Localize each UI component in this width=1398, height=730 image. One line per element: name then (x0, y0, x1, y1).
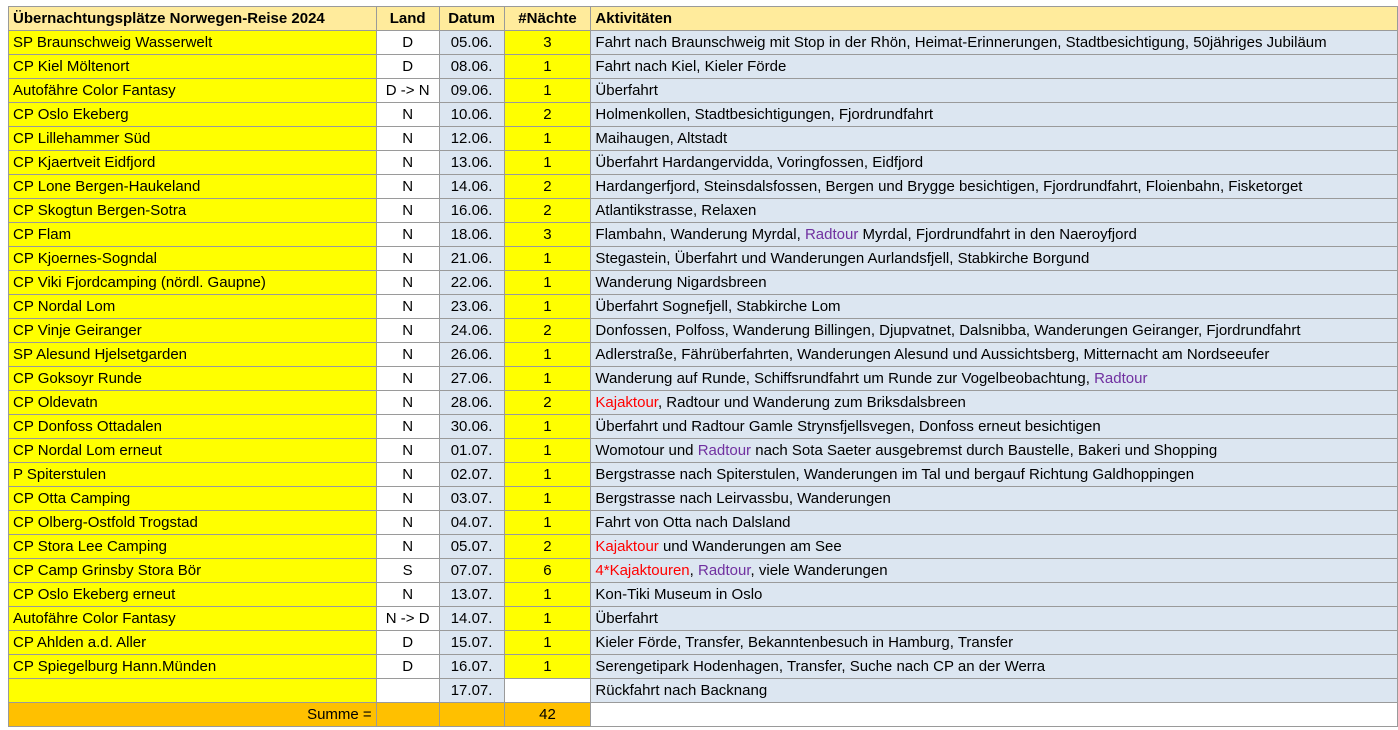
cell-nights[interactable]: 1 (504, 127, 591, 151)
activity-text: und Wanderungen am See (658, 537, 842, 555)
cell-land[interactable]: N (376, 415, 439, 439)
activity-text: Donfossen, Polfoss, Wanderung Billingen, Djupvatnet, Dalsnibba, Wanderungen Geiranger, Fjordrundfahrt (595, 321, 1301, 339)
cell-nights[interactable]: 1 (504, 415, 591, 439)
cell-place[interactable]: SP Alesund Hjelsetgarden (9, 343, 377, 367)
cell-date[interactable]: 15.07. (439, 631, 504, 655)
cell-date[interactable]: 12.06. (439, 127, 504, 151)
cell-place[interactable]: CP Nordal Lom (9, 295, 377, 319)
cell-activities[interactable] (591, 607, 1398, 631)
cell-place[interactable] (9, 679, 377, 703)
cell-activities[interactable] (591, 583, 1398, 607)
cell-date[interactable]: 28.06. (439, 391, 504, 415)
cell-nights[interactable]: 1 (504, 295, 591, 319)
cell-activities[interactable] (591, 439, 1398, 463)
highlighted-activity: Radtour (697, 441, 752, 459)
cell-land[interactable]: N (376, 439, 439, 463)
cell-nights[interactable]: 1 (504, 463, 591, 487)
table-body (9, 31, 1398, 703)
cell-date[interactable]: 26.06. (439, 343, 504, 367)
activity-text: Adlerstraße, Fährüberfahrten, Wanderungen Alesund und Aussichtsberg, Mitternacht am Nordseeufer (595, 345, 1270, 363)
summary-cell-land[interactable] (376, 703, 439, 727)
table-row (9, 103, 1398, 127)
cell-activities[interactable] (591, 295, 1398, 319)
activity-text: Kieler Förde, Transfer, Bekanntenbesuch in Hamburg, Transfer (595, 633, 1014, 651)
cell-date[interactable]: 05.07. (439, 535, 504, 559)
table-row (9, 463, 1398, 487)
cell-place[interactable]: Autofähre Color Fantasy (9, 607, 377, 631)
table-row (9, 367, 1398, 391)
highlighted-activity: Kajaktour (595, 537, 659, 555)
cell-date[interactable]: 07.07. (439, 559, 504, 583)
cell-place[interactable]: CP Camp Grinsby Stora Bör (9, 559, 377, 583)
header-place[interactable]: Übernachtungsplätze Norwegen-Reise 2024 (9, 7, 377, 31)
cell-nights[interactable]: 1 (504, 487, 591, 511)
cell-place[interactable]: CP Donfoss Ottadalen (9, 415, 377, 439)
cell-activities[interactable] (591, 271, 1398, 295)
highlighted-activity: Kajaktour (595, 393, 658, 411)
table-row (9, 199, 1398, 223)
cell-nights[interactable]: 2 (504, 175, 591, 199)
cell-date[interactable]: 21.06. (439, 247, 504, 271)
cell-place[interactable]: P Spiterstulen (9, 463, 377, 487)
activity-text: Überfahrt und Radtour Gamle Strynsfjellsvegen, Donfoss erneut besichtigen (595, 417, 1101, 435)
cell-activities[interactable] (591, 199, 1398, 223)
activity-text: , viele Wanderungen (750, 561, 888, 579)
activity-text: Holmenkollen, Stadtbesichtigungen, Fjordrundfahrt (595, 105, 934, 123)
activity-text: , (689, 561, 698, 579)
cell-nights[interactable]: 1 (504, 631, 591, 655)
activity-text: Womotour und (595, 441, 698, 459)
cell-nights[interactable]: 2 (504, 199, 591, 223)
cell-place[interactable]: CP Otta Camping (9, 487, 377, 511)
highlighted-activity: Radtour (1094, 369, 1148, 387)
cell-activities[interactable] (591, 127, 1398, 151)
cell-place[interactable]: CP Stora Lee Camping (9, 535, 377, 559)
cell-place[interactable]: CP Kiel Möltenort (9, 55, 377, 79)
cell-nights[interactable]: 1 (504, 79, 591, 103)
activity-text: Maihaugen, Altstadt (595, 129, 728, 147)
cell-activities[interactable] (591, 391, 1398, 415)
cell-nights[interactable]: 1 (504, 655, 591, 679)
table-row (9, 511, 1398, 535)
cell-place[interactable]: CP Skogtun Bergen-Sotra (9, 199, 377, 223)
cell-activities[interactable] (591, 463, 1398, 487)
cell-nights[interactable]: 1 (504, 271, 591, 295)
cell-activities[interactable] (591, 367, 1398, 391)
cell-nights[interactable] (504, 679, 591, 703)
cell-date[interactable]: 05.06. (439, 31, 504, 55)
cell-place[interactable]: CP Spiegelburg Hann.Münden (9, 655, 377, 679)
cell-land[interactable] (376, 679, 439, 703)
cell-land[interactable]: N (376, 367, 439, 391)
cell-date[interactable]: 14.06. (439, 175, 504, 199)
cell-place[interactable]: CP Goksoyr Runde (9, 367, 377, 391)
cell-activities[interactable] (591, 655, 1398, 679)
cell-land[interactable]: N (376, 127, 439, 151)
cell-activities[interactable] (591, 511, 1398, 535)
table-row (9, 415, 1398, 439)
cell-date[interactable]: 10.06. (439, 103, 504, 127)
cell-place[interactable]: CP Oldevatn (9, 391, 377, 415)
table-row (9, 439, 1398, 463)
activity-text: Atlantikstrasse, Relaxen (595, 201, 757, 219)
cell-land[interactable]: N (376, 319, 439, 343)
highlighted-activity: Radtour (804, 225, 859, 243)
cell-date[interactable]: 13.06. (439, 151, 504, 175)
table-row (9, 151, 1398, 175)
cell-place[interactable]: CP Olberg-Ostfold Trogstad (9, 511, 377, 535)
table-row (9, 79, 1398, 103)
highlighted-activity: 4*Kajaktouren (595, 561, 690, 579)
cell-land[interactable]: N (376, 511, 439, 535)
table-row (9, 679, 1398, 703)
table-row (9, 487, 1398, 511)
cell-place[interactable]: CP Oslo Ekeberg erneut (9, 583, 377, 607)
cell-land[interactable]: D (376, 631, 439, 655)
cell-activities[interactable] (591, 151, 1398, 175)
cell-date[interactable]: 30.06. (439, 415, 504, 439)
table-row (9, 319, 1398, 343)
activity-text: Myrdal, Fjordrundfahrt in den Naeroyfjord (858, 225, 1137, 243)
cell-land[interactable]: N (376, 223, 439, 247)
cell-activities[interactable] (591, 415, 1398, 439)
summary-row (9, 703, 1398, 727)
cell-nights[interactable]: 1 (504, 511, 591, 535)
cell-land[interactable]: D (376, 655, 439, 679)
cell-land[interactable]: N (376, 463, 439, 487)
cell-date[interactable]: 01.07. (439, 439, 504, 463)
cell-land[interactable]: D -> N (376, 79, 439, 103)
cell-date[interactable]: 18.06. (439, 223, 504, 247)
cell-place[interactable]: CP Kjaertveit Eidfjord (9, 151, 377, 175)
header-activities[interactable]: Aktivitäten (591, 7, 1398, 31)
cell-place[interactable]: CP Oslo Ekeberg (9, 103, 377, 127)
table-row (9, 607, 1398, 631)
cell-activities[interactable] (591, 319, 1398, 343)
cell-land[interactable]: N (376, 583, 439, 607)
table-row (9, 631, 1398, 655)
cell-land[interactable]: S (376, 559, 439, 583)
cell-date[interactable]: 27.06. (439, 367, 504, 391)
highlighted-activity: Radtour (697, 561, 751, 579)
cell-activities[interactable] (591, 559, 1398, 583)
cell-nights[interactable]: 1 (504, 607, 591, 631)
activity-text: Überfahrt (595, 81, 658, 99)
cell-land[interactable]: N (376, 271, 439, 295)
table-row (9, 223, 1398, 247)
cell-activities[interactable] (591, 631, 1398, 655)
cell-nights[interactable]: 2 (504, 319, 591, 343)
cell-land[interactable]: N (376, 151, 439, 175)
cell-activities[interactable] (591, 535, 1398, 559)
cell-date[interactable]: 22.06. (439, 271, 504, 295)
cell-activities[interactable] (591, 79, 1398, 103)
cell-land[interactable]: N (376, 175, 439, 199)
cell-activities[interactable] (591, 223, 1398, 247)
cell-land[interactable]: N (376, 343, 439, 367)
activity-text: Bergstrasse nach Leirvassbu, Wanderungen (595, 489, 891, 507)
activity-text: Kon-Tiki Museum in Oslo (595, 585, 763, 603)
cell-date[interactable]: 04.07. (439, 511, 504, 535)
activity-text: Wanderung auf Runde, Schiffsrundfahrt um Runde zur Vogelbeobachtung, (595, 369, 1095, 387)
activity-text: Wanderung Nigardsbreen (595, 273, 767, 291)
cell-place[interactable]: CP Viki Fjordcamping (nördl. Gaupne) (9, 271, 377, 295)
summary-label[interactable]: Summe = (9, 703, 377, 727)
cell-date[interactable]: 16.07. (439, 655, 504, 679)
cell-date[interactable]: 16.06. (439, 199, 504, 223)
cell-activities[interactable] (591, 55, 1398, 79)
table-row (9, 343, 1398, 367)
cell-land[interactable]: D (376, 31, 439, 55)
cell-nights[interactable]: 2 (504, 391, 591, 415)
cell-activities[interactable] (591, 175, 1398, 199)
table-row (9, 271, 1398, 295)
table-row (9, 175, 1398, 199)
activity-text: Flambahn, Wanderung Myrdal, (595, 225, 805, 243)
cell-nights[interactable]: 1 (504, 247, 591, 271)
cell-date[interactable]: 23.06. (439, 295, 504, 319)
cell-activities[interactable] (591, 343, 1398, 367)
cell-activities[interactable] (591, 247, 1398, 271)
cell-land[interactable]: N (376, 247, 439, 271)
cell-nights[interactable]: 2 (504, 535, 591, 559)
table-row (9, 127, 1398, 151)
header-date[interactable]: Datum (439, 7, 504, 31)
cell-place[interactable]: CP Lillehammer Süd (9, 127, 377, 151)
cell-nights[interactable]: 1 (504, 583, 591, 607)
cell-date[interactable]: 03.07. (439, 487, 504, 511)
cell-nights[interactable]: 1 (504, 343, 591, 367)
activity-text: Stegastein, Überfahrt und Wanderungen Aurlandsfjell, Stabkirche Borgund (595, 249, 1090, 267)
cell-place[interactable]: CP Kjoernes-Sogndal (9, 247, 377, 271)
table-row (9, 559, 1398, 583)
table-row (9, 655, 1398, 679)
table-row (9, 535, 1398, 559)
activity-text: Bergstrasse nach Spiterstulen, Wanderungen im Tal und bergauf Richtung Galdhoppingen (595, 465, 1195, 483)
cell-place[interactable]: CP Lone Bergen-Haukeland (9, 175, 377, 199)
table-row (9, 247, 1398, 271)
activity-text: Fahrt nach Braunschweig mit Stop in der Rhön, Heimat-Erinnerungen, Stadtbesichtigung, 50jähriges Jubiläum (595, 33, 1327, 51)
summary-cell-date[interactable] (439, 703, 504, 727)
cell-nights[interactable]: 1 (504, 439, 591, 463)
cell-date[interactable]: 24.06. (439, 319, 504, 343)
cell-date[interactable]: 02.07. (439, 463, 504, 487)
cell-place[interactable]: CP Vinje Geiranger (9, 319, 377, 343)
activity-text: Überfahrt Sognefjell, Stabkirche Lom (595, 297, 841, 315)
cell-nights[interactable]: 3 (504, 223, 591, 247)
table-row (9, 391, 1398, 415)
cell-place[interactable]: CP Flam (9, 223, 377, 247)
activity-text: , Radtour und Wanderung zum Briksdalsbreen (657, 393, 966, 411)
activity-text: Fahrt nach Kiel, Kieler Förde (595, 57, 787, 75)
table-row (9, 583, 1398, 607)
cell-land[interactable]: N -> D (376, 607, 439, 631)
activity-text: Überfahrt (595, 609, 658, 627)
activity-text: Fahrt von Otta nach Dalsland (595, 513, 791, 531)
activity-text: Serengetipark Hodenhagen, Transfer, Suche nach CP an der Werra (595, 657, 1046, 675)
cell-nights[interactable]: 1 (504, 151, 591, 175)
summary-total[interactable]: 42 (504, 703, 591, 727)
spreadsheet-table (8, 6, 1398, 727)
cell-nights[interactable]: 1 (504, 55, 591, 79)
cell-nights[interactable]: 6 (504, 559, 591, 583)
cell-date[interactable]: 17.07. (439, 679, 504, 703)
cell-date[interactable]: 09.06. (439, 79, 504, 103)
cell-activities[interactable] (591, 487, 1398, 511)
cell-land[interactable]: N (376, 487, 439, 511)
activity-text: Hardangerfjord, Steinsdalsfossen, Bergen und Brygge besichtigen, Fjordrundfahrt, Floienbahn, Fisketorget (595, 177, 1303, 195)
header-nights[interactable]: #Nächte (504, 7, 591, 31)
cell-nights[interactable]: 1 (504, 367, 591, 391)
table-row (9, 55, 1398, 79)
cell-activities[interactable] (591, 31, 1398, 55)
cell-place[interactable]: SP Braunschweig Wasserwelt (9, 31, 377, 55)
cell-place[interactable]: CP Ahlden a.d. Aller (9, 631, 377, 655)
cell-place[interactable]: Autofähre Color Fantasy (9, 79, 377, 103)
cell-place[interactable]: CP Nordal Lom erneut (9, 439, 377, 463)
cell-nights[interactable]: 2 (504, 103, 591, 127)
cell-land[interactable]: N (376, 103, 439, 127)
table-row (9, 31, 1398, 55)
cell-land[interactable]: N (376, 199, 439, 223)
cell-date[interactable]: 13.07. (439, 583, 504, 607)
table-row (9, 295, 1398, 319)
activity-text: nach Sota Saeter ausgebremst durch Baustelle, Bakeri und Shopping (751, 441, 1218, 459)
activity-text: Überfahrt Hardangervidda, Voringfossen, Eidfjord (595, 153, 924, 171)
cell-activities[interactable] (591, 103, 1398, 127)
cell-land[interactable]: N (376, 535, 439, 559)
cell-activities[interactable] (591, 679, 1398, 703)
header-row (9, 7, 1398, 31)
cell-nights[interactable]: 3 (504, 31, 591, 55)
cell-land[interactable]: N (376, 391, 439, 415)
cell-land[interactable]: D (376, 55, 439, 79)
cell-date[interactable]: 14.07. (439, 607, 504, 631)
activity-text: Rückfahrt nach Backnang (595, 681, 768, 699)
cell-land[interactable]: N (376, 295, 439, 319)
cell-date[interactable]: 08.06. (439, 55, 504, 79)
header-land[interactable]: Land (376, 7, 439, 31)
summary-cell-activities[interactable] (591, 703, 1398, 727)
